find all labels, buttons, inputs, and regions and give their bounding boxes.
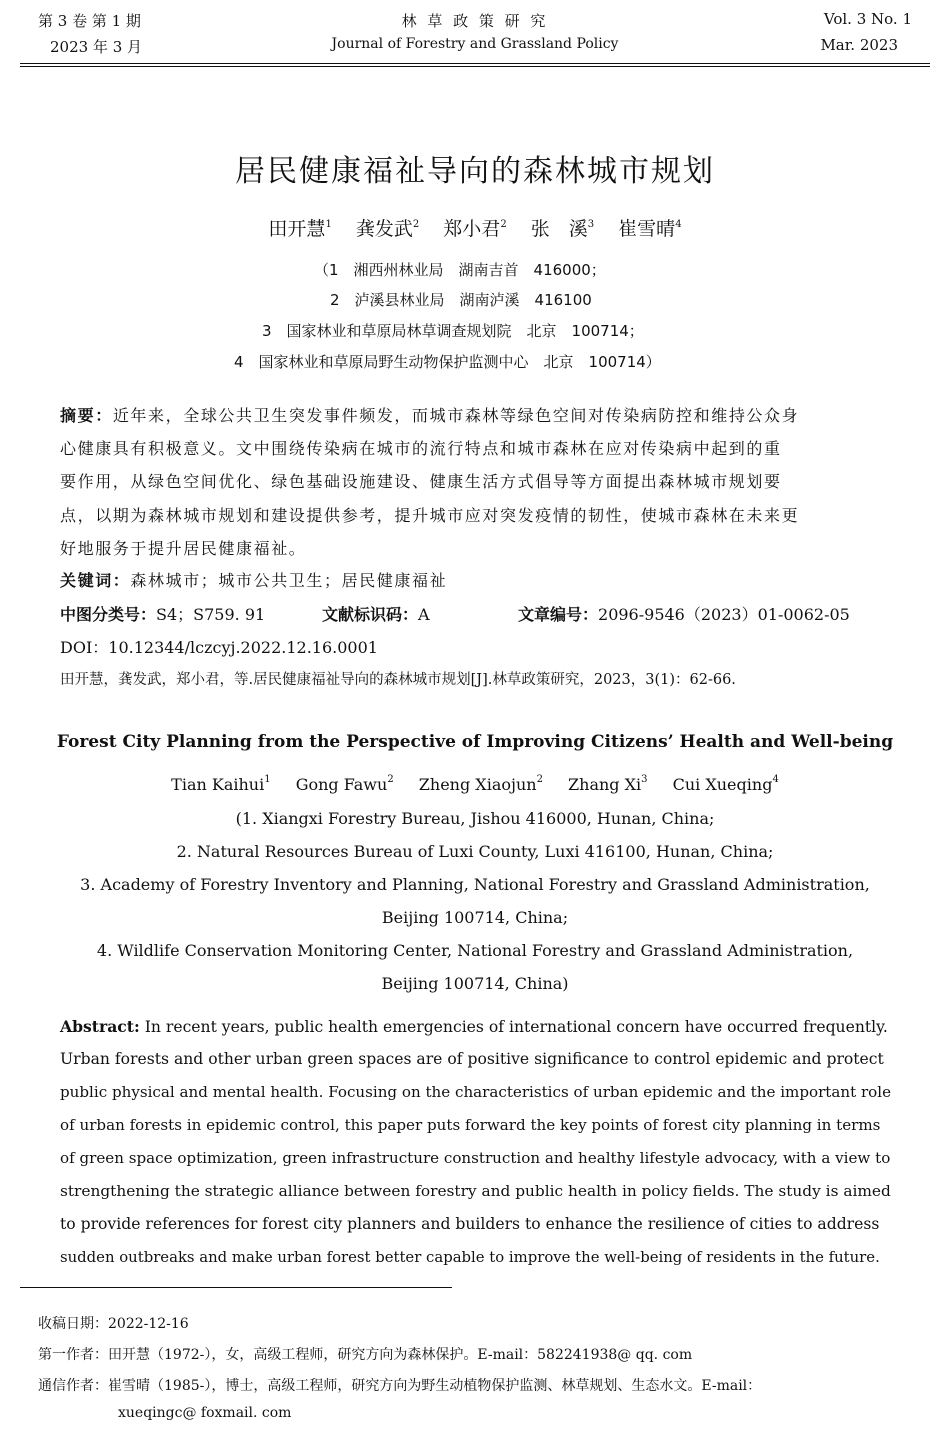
affiliation-en-4b: Beijing 100714, China): [381, 974, 569, 993]
affiliation-en-3: 3. Academy of Forestry Inventory and Planning, National Forestry and Grassland Administration,: [80, 875, 870, 894]
abstract-cn-line: 点，以期为森林城市规划和建设提供参考，提升城市应对突发疫情的韧性，使城市森林在未来更: [60, 506, 800, 525]
affiliation-cn-4: 4 国家林业和草原局野生动物保护监测中心 北京 100714）: [234, 353, 661, 371]
affiliation-cn-3: 3 国家林业和草原局林草调查规划院 北京 100714；: [262, 322, 644, 340]
abstract-cn-line: 好地服务于提升居民健康福祉。: [60, 539, 307, 558]
affiliation-en-2: 2. Natural Resources Bureau of Luxi County, Luxi 416100, Hunan, China;: [176, 842, 774, 861]
title-cn: 居民健康福祉导向的森林城市规划: [235, 154, 715, 189]
abstract-cn-line: 心健康具有积极意义。文中围绕传染病在城市的流行特点和城市森林在应对传染病中起到的重: [60, 439, 782, 458]
abstract-en-line: sudden outbreaks and make urban forest better capable to improve the well-being of residents in the future.: [60, 1248, 880, 1266]
affiliation-cn-1: （1 湘西州林业局 湖南吉首 416000；: [314, 261, 606, 279]
abstract-en-line: to provide references for forest city planners and builders to enhance the resilience of cities to address: [60, 1215, 880, 1233]
author-en: Tian Kaihui$^1$: [171, 774, 271, 794]
footnote-rule: [20, 1287, 452, 1288]
keywords-cn: 关键词：森林城市；城市公共卫生；居民健康福祉: [60, 571, 448, 590]
author-cn: 龚发武$^2$: [355, 218, 420, 240]
affiliation-en-1: (1. Xiangxi Forestry Bureau, Jishou 416000, Hunan, China;: [235, 809, 715, 828]
author-en: Cui Xueqing$^4$: [672, 774, 779, 794]
citation: 田开慧，龚发武，郑小君，等.居民健康福祉导向的森林城市规划[J].林草政策研究，2023，3(1)：62-66.: [60, 672, 736, 688]
clc-number: 中图分类号：S4；S759. 91: [60, 605, 266, 624]
abstract-en-line: strengthening the strategic alliance between forestry and public health in policy fields. The study is aimed: [60, 1182, 891, 1200]
received-date: 收稿日期：2022-12-16: [38, 1316, 189, 1332]
affiliation-en-3b: Beijing 100714, China;: [381, 908, 569, 927]
abstract-en-line: Abstract: In recent years, public health emergencies of international concern have occurred frequently.: [60, 1017, 888, 1036]
journal-name-cn: 林 草 政 策 研 究: [401, 12, 549, 30]
author-cn: 田开慧$^1$: [268, 218, 332, 240]
affiliation-en-4: 4. Wildlife Conservation Monitoring Center, National Forestry and Grassland Administration,: [96, 941, 854, 960]
affiliation-cn-2: 2 泸溪县林业局 湖南泸溪 416100: [330, 291, 592, 309]
abstract-en-label: Abstract:: [60, 1017, 140, 1036]
corresponding-author-note: 通信作者：崔雪晴（1985-），博士，高级工程师，研究方向为野生动植物保护监测、林草规划、生态水文。E-mail：: [38, 1378, 762, 1394]
abstract-en-line: public physical and mental health. Focusing on the characteristics of urban epidemic and the important role: [60, 1083, 892, 1101]
volume-issue-en: Vol. 3 No. 1: [823, 10, 912, 28]
abstract-en-line: of urban forests in epidemic control, this paper puts forward the key points of forest city planning in terms: [60, 1116, 881, 1134]
journal-name-en: Journal of Forestry and Grassland Policy: [331, 36, 619, 52]
corresponding-email: xueqingc@ foxmail. com: [118, 1405, 292, 1421]
first-author-note: 第一作者：田开慧（1972-），女，高级工程师，研究方向为森林保护。E-mail：582241938@ qq. com: [38, 1347, 693, 1363]
abstract-cn-label: 摘要：: [60, 406, 113, 425]
author-en: Zhang Xi$^3$: [568, 774, 648, 794]
keywords-label: 关键词：: [60, 571, 131, 590]
article-number: 文章编号：2096-9546（2023）01-0062-05: [518, 605, 850, 624]
title-en: Forest City Planning from the Perspective of Improving Citizens’ Health and Well-being: [56, 732, 894, 752]
authors-en: [0, 775, 950, 794]
author-en: Zheng Xiaojun$^2$: [418, 774, 543, 794]
document-code: 文献标识码：A: [322, 605, 430, 624]
volume-issue-cn: 第 3 卷 第 1 期: [38, 12, 141, 30]
header-rule-top: [20, 63, 930, 64]
doi: DOI：10.12344/lczcyj.2022.12.16.0001: [60, 638, 378, 657]
date-en: Mar. 2023: [820, 36, 898, 54]
header-rule-bottom: [20, 66, 930, 67]
author-cn: 张 溪$^3$: [530, 218, 595, 240]
author-en: Gong Fawu$^2$: [295, 774, 394, 794]
author-cn: 崔雪晴$^4$: [618, 218, 682, 240]
date-cn: 2023 年 3 月: [50, 38, 143, 56]
abstract-cn-line: 要作用，从绿色空间优化、绿色基础设施建设、健康生活方式倡导等方面提出森林城市规划要: [60, 472, 782, 491]
abstract-en-line: of green space optimization, green infrastructure construction and healthy lifestyle advocacy, with a view to: [60, 1149, 891, 1167]
author-cn: 郑小君$^2$: [443, 218, 507, 240]
abstract-cn-line: 摘要：近年来，全球公共卫生突发事件频发，而城市森林等绿色空间对传染病防控和维持公众身: [60, 406, 800, 425]
abstract-en-line: Urban forests and other urban green spaces are of positive significance to control epidemic and protect: [60, 1050, 884, 1068]
authors-cn: [0, 214, 950, 241]
